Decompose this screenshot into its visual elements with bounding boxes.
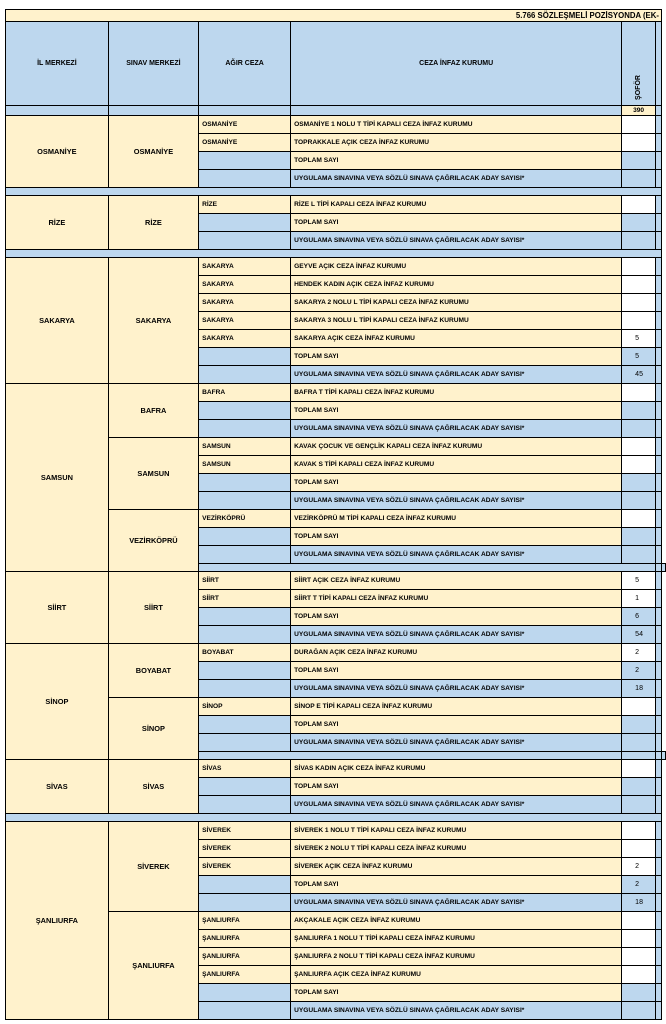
sinav-merkezi: SİİRT (108, 572, 198, 644)
total-label: TOPLAM SAYI (291, 348, 622, 366)
exam-count-value: 45 (622, 366, 656, 384)
institution: SİİRT AÇIK CEZA İNFAZ KURUMU (291, 572, 622, 590)
total-label: TOPLAM SAYI (291, 778, 622, 796)
agir-ceza: VEZİRKÖPRÜ (199, 510, 291, 528)
total-label: TOPLAM SAYI (291, 474, 622, 492)
sinav-merkezi: OSMANİYE (108, 116, 198, 188)
total-label: TOPLAM SAYI (291, 662, 622, 680)
sofor-value: 5 (622, 572, 656, 590)
agir-ceza: RİZE (199, 196, 291, 214)
sofor-value: 2 (622, 644, 656, 662)
total-label: TOPLAM SAYI (291, 984, 622, 1002)
exam-count-label: UYGULAMA SINAVINA VEYA SÖZLÜ SINAVA ÇAĞRILACAK ADAY SAYISI* (291, 1002, 622, 1020)
agir-ceza: BAFRA (199, 384, 291, 402)
exam-count-label: UYGULAMA SINAVINA VEYA SÖZLÜ SINAVA ÇAĞRILACAK ADAY SAYISI* (291, 170, 622, 188)
header-ceza-infaz-kurumu: CEZA İNFAZ KURUMU (291, 22, 622, 106)
institution: SAKARYA 3 NOLU L TİPİ KAPALI CEZA İNFAZ KURUMU (291, 312, 622, 330)
sinav-merkezi: SAKARYA (108, 258, 198, 384)
institution: HENDEK KADIN AÇIK CEZA İNFAZ KURUMU (291, 276, 622, 294)
total-value: 2 (622, 876, 656, 894)
institution: TOPRAKKALE AÇIK CEZA İNFAZ KURUMU (291, 134, 622, 152)
agir-ceza: ŞANLIURFA (199, 966, 291, 984)
table-title: 5.766 SÖZLEŞMELİ POZİSYONDA (EK- (6, 10, 662, 22)
sofor-value: 5 (622, 330, 656, 348)
institution: KAVAK ÇOCUK VE GENÇLİK KAPALI CEZA İNFAZ KURUMU (291, 438, 622, 456)
institution: VEZİRKÖPRÜ M TİPİ KAPALI CEZA İNFAZ KURUMU (291, 510, 622, 528)
header-sofor: ŞOFÖR (622, 22, 656, 106)
total-label: TOPLAM SAYI (291, 214, 622, 232)
sinav-merkezi: BOYABAT (108, 644, 198, 698)
agir-ceza: SİVEREK (199, 858, 291, 876)
agir-ceza: SAKARYA (199, 276, 291, 294)
il-merkezi: SAKARYA (6, 258, 109, 384)
agir-ceza: SİNOP (199, 698, 291, 716)
exam-count-label: UYGULAMA SINAVINA VEYA SÖZLÜ SINAVA ÇAĞRILACAK ADAY SAYISI* (291, 734, 622, 752)
exam-count-value: 54 (622, 626, 656, 644)
institution: AKÇAKALE AÇIK CEZA İNFAZ KURUMU (291, 912, 622, 930)
agir-ceza: SAKARYA (199, 330, 291, 348)
sinav-merkezi: ŞANLIURFA (108, 912, 198, 1020)
institution: ŞANLIURFA AÇIK CEZA İNFAZ KURUMU (291, 966, 622, 984)
sofor-total: 390 (622, 106, 656, 116)
agir-ceza: SAMSUN (199, 438, 291, 456)
total-label: TOPLAM SAYI (291, 716, 622, 734)
exam-count-label: UYGULAMA SINAVINA VEYA SÖZLÜ SINAVA ÇAĞRILACAK ADAY SAYISI* (291, 232, 622, 250)
agir-ceza: SİİRT (199, 590, 291, 608)
il-merkezi: RİZE (6, 196, 109, 250)
il-merkezi: SAMSUN (6, 384, 109, 572)
exam-count-label: UYGULAMA SINAVINA VEYA SÖZLÜ SINAVA ÇAĞRILACAK ADAY SAYISI* (291, 420, 622, 438)
agir-ceza: SİİRT (199, 572, 291, 590)
institution: SAKARYA AÇIK CEZA İNFAZ KURUMU (291, 330, 622, 348)
header-sinav-merkezi: SINAV MERKEZİ (108, 22, 198, 106)
sinav-merkezi: SİNOP (108, 698, 198, 760)
header-il-merkezi: İL MERKEZİ (6, 22, 109, 106)
exam-count-label: UYGULAMA SINAVINA VEYA SÖZLÜ SINAVA ÇAĞRILACAK ADAY SAYISI* (291, 366, 622, 384)
sinav-merkezi: SİVAS (108, 760, 198, 814)
agir-ceza: SAKARYA (199, 312, 291, 330)
exam-count-label: UYGULAMA SINAVINA VEYA SÖZLÜ SINAVA ÇAĞRILACAK ADAY SAYISI* (291, 796, 622, 814)
exam-count-label: UYGULAMA SINAVINA VEYA SÖZLÜ SINAVA ÇAĞRILACAK ADAY SAYISI* (291, 680, 622, 698)
agir-ceza: ŞANLIURFA (199, 948, 291, 966)
institution: SİİRT T TİPİ KAPALI CEZA İNFAZ KURUMU (291, 590, 622, 608)
agir-ceza: ŞANLIURFA (199, 930, 291, 948)
exam-count-label: UYGULAMA SINAVINA VEYA SÖZLÜ SINAVA ÇAĞRILACAK ADAY SAYISI* (291, 492, 622, 510)
agir-ceza: SAMSUN (199, 456, 291, 474)
exam-count-label: UYGULAMA SINAVINA VEYA SÖZLÜ SINAVA ÇAĞRILACAK ADAY SAYISI* (291, 546, 622, 564)
total-value: 6 (622, 608, 656, 626)
sinav-merkezi: VEZİRKÖPRÜ (108, 510, 198, 572)
institution: BAFRA T TİPİ KAPALI CEZA İNFAZ KURUMU (291, 384, 622, 402)
sofor-value: 2 (622, 858, 656, 876)
exam-count-value: 18 (622, 894, 656, 912)
agir-ceza: SİVAS (199, 760, 291, 778)
total-value: 2 (622, 662, 656, 680)
total-label: TOPLAM SAYI (291, 152, 622, 170)
institution: SİVEREK 1 NOLU T TİPİ KAPALI CEZA İNFAZ KURUMU (291, 822, 622, 840)
agir-ceza: SAKARYA (199, 258, 291, 276)
il-merkezi: OSMANİYE (6, 116, 109, 188)
institution: SİNOP E TİPİ KAPALI CEZA İNFAZ KURUMU (291, 698, 622, 716)
agir-ceza: SİVEREK (199, 840, 291, 858)
institution: ŞANLIURFA 1 NOLU T TİPİ KAPALI CEZA İNFAZ KURUMU (291, 930, 622, 948)
institution: GEYVE AÇIK CEZA İNFAZ KURUMU (291, 258, 622, 276)
il-merkezi: SİVAS (6, 760, 109, 814)
institution: SİVEREK 2 NOLU T TİPİ KAPALI CEZA İNFAZ KURUMU (291, 840, 622, 858)
exam-count-label: UYGULAMA SINAVINA VEYA SÖZLÜ SINAVA ÇAĞRILACAK ADAY SAYISI* (291, 894, 622, 912)
institution: KAVAK S TİPİ KAPALI CEZA İNFAZ KURUMU (291, 456, 622, 474)
agir-ceza: BOYABAT (199, 644, 291, 662)
total-label: TOPLAM SAYI (291, 402, 622, 420)
institution: SİVAS KADIN AÇIK CEZA İNFAZ KURUMU (291, 760, 622, 778)
header-agir-ceza: AĞIR CEZA (199, 22, 291, 106)
total-label: TOPLAM SAYI (291, 528, 622, 546)
institution: SİVEREK AÇIK CEZA İNFAZ KURUMU (291, 858, 622, 876)
institution: DURAĞAN AÇIK CEZA İNFAZ KURUMU (291, 644, 622, 662)
positions-table (5, 9, 666, 1020)
agir-ceza: ŞANLIURFA (199, 912, 291, 930)
sinav-merkezi: SİVEREK (108, 822, 198, 912)
institution: OSMANİYE 1 NOLU T TİPİ KAPALI CEZA İNFAZ KURUMU (291, 116, 622, 134)
il-merkezi: SİNOP (6, 644, 109, 760)
total-label: TOPLAM SAYI (291, 608, 622, 626)
agir-ceza: SAKARYA (199, 294, 291, 312)
sinav-merkezi: BAFRA (108, 384, 198, 438)
total-value: 5 (622, 348, 656, 366)
il-merkezi: SİİRT (6, 572, 109, 644)
agir-ceza: OSMANİYE (199, 134, 291, 152)
sofor-value: 1 (622, 590, 656, 608)
institution: ŞANLIURFA 2 NOLU T TİPİ KAPALI CEZA İNFAZ KURUMU (291, 948, 622, 966)
sinav-merkezi: RİZE (108, 196, 198, 250)
institution: SAKARYA 2 NOLU L TİPİ KAPALI CEZA İNFAZ KURUMU (291, 294, 622, 312)
exam-count-label: UYGULAMA SINAVINA VEYA SÖZLÜ SINAVA ÇAĞRILACAK ADAY SAYISI* (291, 626, 622, 644)
sinav-merkezi: SAMSUN (108, 438, 198, 510)
institution: RİZE L TİPİ KAPALI CEZA İNFAZ KURUMU (291, 196, 622, 214)
agir-ceza: OSMANİYE (199, 116, 291, 134)
total-label: TOPLAM SAYI (291, 876, 622, 894)
il-merkezi: ŞANLIURFA (6, 822, 109, 1020)
exam-count-value: 18 (622, 680, 656, 698)
agir-ceza: SİVEREK (199, 822, 291, 840)
